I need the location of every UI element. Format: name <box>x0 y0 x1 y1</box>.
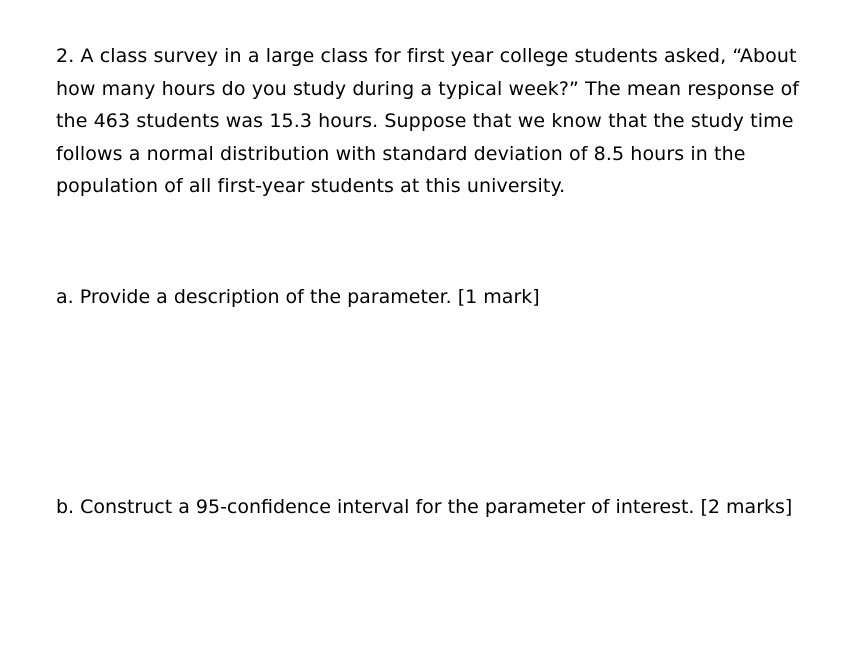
question-part-b: b. Construct a 95-confidence interval for the parameter of interest. [2 marks] <box>56 496 793 518</box>
document-page <box>56 40 816 518</box>
question-part-a: a. Provide a description of the parameter. [1 mark] <box>56 286 540 308</box>
question-stem: 2. A class survey in a large class for first year college students asked, “About how many hours do you study during a typical week?” The mean response of the 463 students was 15.3 hours. Suppose that we know that the study time follows a normal distribution with standard deviation of 8.5 hours in the population of all first-year students at this university. <box>56 45 800 197</box>
